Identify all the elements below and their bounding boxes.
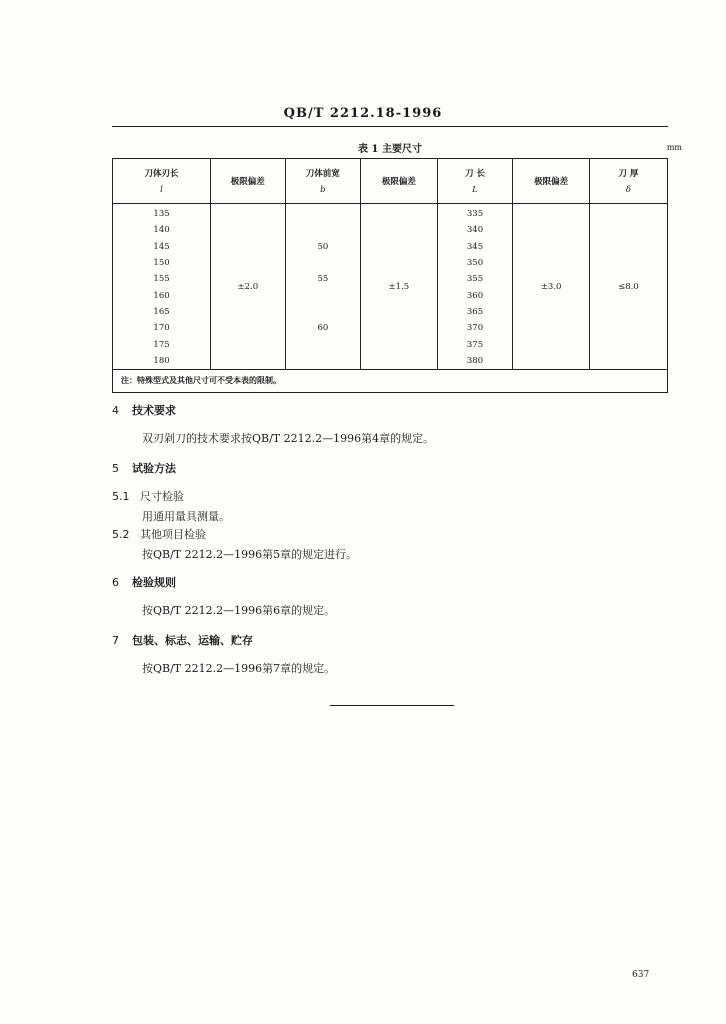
table-row <box>113 204 668 223</box>
section-5-heading: 5 试验方法 <box>112 462 176 475</box>
blade-length-cell: 165 <box>113 304 211 320</box>
table-note: 注：特殊型式及其他尺寸可不受本表的限制。 <box>113 369 668 392</box>
col-header-front-width: 刀体前宽 b <box>285 159 361 204</box>
front-width-cell <box>285 304 361 320</box>
col-header-tolerance-2: 极限偏差 <box>361 159 437 204</box>
section-5-1-text: 用通用量具测量。 <box>142 510 230 523</box>
front-width-tolerance-cell: ±1.5 <box>361 204 437 370</box>
header-rule <box>112 126 668 127</box>
blade-length-cell: 160 <box>113 287 211 303</box>
table-note-row <box>113 369 668 392</box>
section-5-1-heading: 5.1 尺寸检验 <box>112 490 184 503</box>
section-6-heading: 6 检验规则 <box>112 576 176 589</box>
front-width-cell <box>285 204 361 223</box>
col-header-blade-length: 刀体刃长 l <box>113 159 211 204</box>
blade-length-cell: 180 <box>113 353 211 370</box>
total-length-cell: 350 <box>437 255 513 271</box>
total-length-cell: 340 <box>437 222 513 238</box>
front-width-cell: 50 <box>285 239 361 255</box>
section-4-text: 双刃剁刀的技术要求按QB/T 2212.2—1996第4章的规定。 <box>142 432 435 445</box>
col-header-tolerance-3: 极限偏差 <box>513 159 589 204</box>
standard-code-header: QB/T 2212.18-1996 <box>283 106 443 121</box>
blade-length-cell: 170 <box>113 320 211 336</box>
front-width-cell <box>285 336 361 352</box>
col-header-thickness: 刀 厚 δ <box>589 159 667 204</box>
total-length-cell: 365 <box>437 304 513 320</box>
total-length-cell: 345 <box>437 239 513 255</box>
section-7-heading: 7 包装、标志、运输、贮存 <box>112 634 253 647</box>
blade-length-cell: 135 <box>113 204 211 223</box>
front-width-cell <box>285 255 361 271</box>
section-4-heading: 4 技术要求 <box>112 404 176 417</box>
table-caption: 表 1 主要尺寸 <box>358 144 422 155</box>
col-header-total-length: 刀 长 L <box>437 159 513 204</box>
section-5-2-text: 按QB/T 2212.2—1996第5章的规定进行。 <box>142 548 358 561</box>
end-rule <box>330 705 454 706</box>
total-length-tolerance-cell: ±3.0 <box>513 204 589 370</box>
front-width-cell: 55 <box>285 271 361 287</box>
total-length-cell: 370 <box>437 320 513 336</box>
dimensions-table <box>112 158 668 393</box>
total-length-cell: 375 <box>437 336 513 352</box>
page-number: 637 <box>632 970 650 980</box>
front-width-cell <box>285 353 361 370</box>
blade-length-cell: 140 <box>113 222 211 238</box>
total-length-cell: 335 <box>437 204 513 223</box>
section-6-text: 按QB/T 2212.2—1996第6章的规定。 <box>142 604 336 617</box>
front-width-cell <box>285 222 361 238</box>
total-length-cell: 360 <box>437 287 513 303</box>
table-header-row <box>113 159 668 204</box>
section-7-text: 按QB/T 2212.2—1996第7章的规定。 <box>142 662 336 675</box>
blade-length-cell: 175 <box>113 336 211 352</box>
blade-length-tolerance-cell: ±2.0 <box>211 204 285 370</box>
blade-length-cell: 155 <box>113 271 211 287</box>
section-5-2-heading: 5.2 其他项目检验 <box>112 528 206 541</box>
table-unit: mm <box>666 143 682 152</box>
thickness-cell: ≤8.0 <box>589 204 667 370</box>
blade-length-cell: 150 <box>113 255 211 271</box>
total-length-cell: 355 <box>437 271 513 287</box>
blade-length-cell: 145 <box>113 239 211 255</box>
total-length-cell: 380 <box>437 353 513 370</box>
col-header-tolerance-1: 极限偏差 <box>211 159 285 204</box>
front-width-cell: 60 <box>285 320 361 336</box>
front-width-cell <box>285 287 361 303</box>
